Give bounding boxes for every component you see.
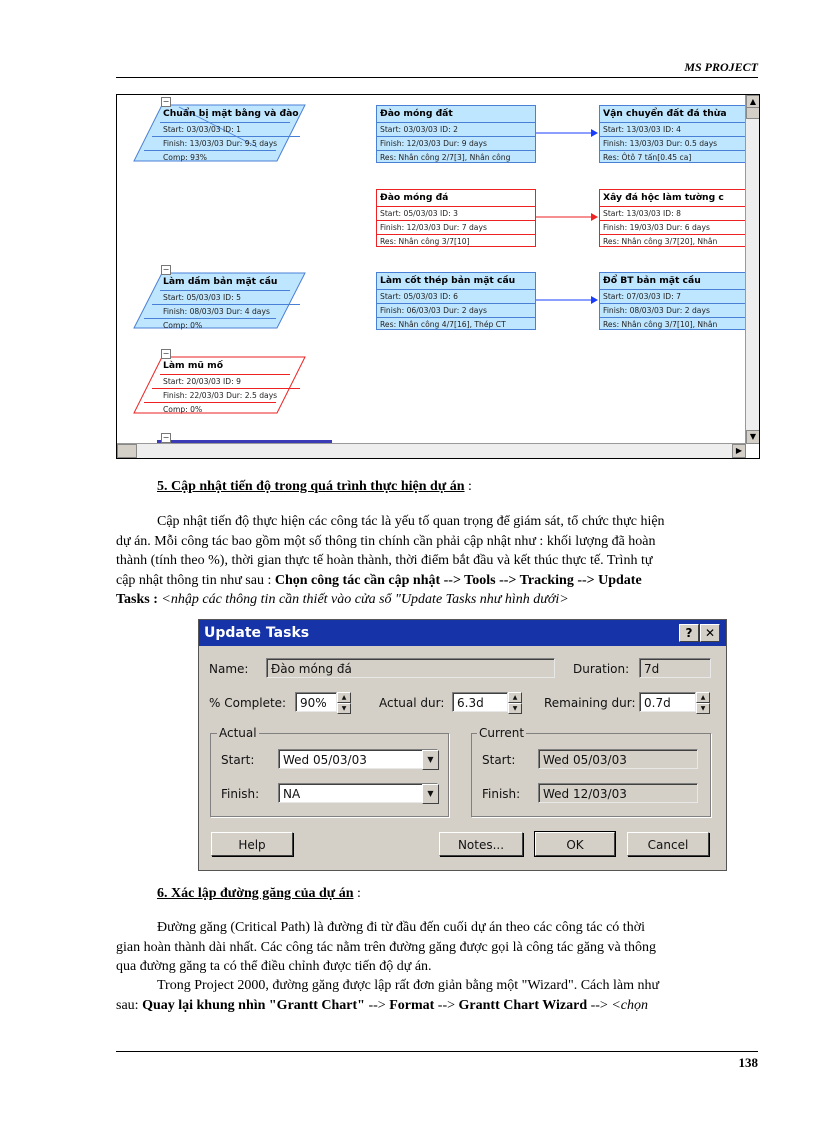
task-node-2[interactable] bbox=[376, 105, 536, 163]
section-6-heading bbox=[157, 886, 361, 902]
task-start: Start: 20/03/03 ID: 9 bbox=[160, 374, 290, 388]
task-node-8[interactable] bbox=[599, 189, 747, 247]
current-finish-label: Finish: bbox=[482, 787, 521, 801]
help-button[interactable]: Help bbox=[211, 832, 293, 856]
heading-colon: : bbox=[464, 479, 472, 494]
scroll-right-icon[interactable]: ▶ bbox=[732, 444, 746, 458]
chevron-down-icon[interactable]: ▼ bbox=[422, 750, 439, 770]
remaining-dur-input[interactable]: 0.7d bbox=[639, 692, 696, 712]
dialog-title: Update Tasks bbox=[204, 625, 310, 641]
scroll-up-icon[interactable]: ▲ bbox=[746, 95, 760, 109]
name-field: Đào móng đá bbox=[266, 658, 555, 678]
collapse-icon[interactable]: − bbox=[162, 349, 170, 358]
task-complete: Comp: 0% bbox=[144, 318, 276, 332]
task-node-5[interactable] bbox=[160, 274, 300, 332]
complete-label: % Complete: bbox=[209, 696, 287, 710]
arrow-2-4 bbox=[591, 129, 598, 137]
menu-path: Tasks : bbox=[116, 592, 162, 607]
header-rule bbox=[116, 77, 758, 78]
text-line: gian hoàn thành dài nhất. Các công tác nằm trên đường găng được gọi là công tác găng và thông bbox=[116, 939, 657, 955]
running-header: MS PROJECT bbox=[684, 60, 758, 74]
instruction-note: <chọn bbox=[611, 997, 649, 1013]
task-title: Làm dầm bản mặt cầu bbox=[163, 276, 278, 287]
remaining-dur-label: Remaining dur: bbox=[544, 696, 636, 710]
task-title: Làm cốt thép bản mặt cầu bbox=[380, 275, 516, 286]
task-complete: Comp: 0% bbox=[144, 402, 276, 416]
task-start: Start: 07/03/03 ID: 7 bbox=[600, 289, 747, 303]
current-group bbox=[471, 733, 711, 817]
text-line: Đường găng (Critical Path) là đường đi từ đầu đến cuối dự án theo các công tác có thời bbox=[157, 920, 645, 935]
task-title: Đổ BT bản mặt cầu bbox=[603, 275, 701, 286]
section-5-title: 5. Cập nhật tiến độ trong quá trình thực hiện dự án bbox=[157, 479, 465, 494]
task-resources: Res: Nhân công 3/7[20], Nhân bbox=[600, 234, 747, 248]
actual-finish-label: Finish: bbox=[221, 787, 260, 801]
actual-finish-select[interactable]: NA bbox=[278, 783, 438, 803]
text-line: dự án. Mỗi công tác bao gồm một số thông tin chính cần phải cập nhật như : khối lượng đã hoàn bbox=[116, 533, 656, 549]
task-start: Start: 03/03/03 ID: 2 bbox=[377, 122, 535, 136]
task-title: Làm mũ mố bbox=[163, 360, 224, 371]
footer-rule bbox=[116, 1051, 758, 1052]
task-finish: Finish: 19/03/03 Dur: 6 days bbox=[600, 220, 747, 234]
section-6-paragraph-2 bbox=[116, 976, 758, 1015]
task-finish: Finish: 12/03/03 Dur: 9 days bbox=[377, 136, 535, 150]
menu-path: Format bbox=[389, 997, 435, 1013]
vertical-scrollbar[interactable] bbox=[745, 95, 759, 444]
task-start: Start: 05/03/03 ID: 3 bbox=[377, 206, 535, 220]
arrow-3-8 bbox=[591, 213, 598, 221]
chevron-down-icon[interactable]: ▼ bbox=[422, 784, 439, 804]
text-line: sau: bbox=[116, 997, 143, 1013]
remaining-dur-stepper[interactable]: ▲ ▼ bbox=[696, 692, 710, 712]
text-line: thành (tính theo %), thời gian thực tế hoàn thành, thời điểm bắt đầu và kết thúc thực tế. Trình tự bbox=[116, 553, 653, 568]
actual-start-select[interactable]: Wed 05/03/03 bbox=[278, 749, 438, 769]
task-node-4[interactable] bbox=[599, 105, 747, 163]
close-icon[interactable]: ✕ bbox=[700, 624, 720, 642]
help-icon[interactable]: ? bbox=[679, 624, 699, 642]
menu-path: Quay lại khung nhìn "Grantt Chart" bbox=[142, 997, 365, 1013]
task-title: Đào móng đất bbox=[380, 108, 453, 119]
task-finish: Finish: 22/03/03 Dur: 2.5 days bbox=[152, 388, 300, 402]
scroll-down-icon[interactable]: ▼ bbox=[746, 430, 760, 444]
heading-colon: : bbox=[353, 886, 361, 901]
actual-dur-stepper[interactable]: ▲ ▼ bbox=[508, 692, 522, 712]
current-finish-field: Wed 12/03/03 bbox=[538, 783, 698, 803]
complete-stepper[interactable]: ▲ ▼ bbox=[337, 692, 351, 712]
collapse-icon[interactable]: − bbox=[162, 97, 170, 106]
task-title: Vận chuyển đất đá thừa bbox=[603, 108, 727, 119]
task-resources: Res: Ôtô 7 tấn[0.45 ca] bbox=[600, 150, 747, 164]
arrow-6-7 bbox=[591, 296, 598, 304]
menu-path: Grantt Chart Wizard bbox=[458, 997, 588, 1013]
text-line: qua đường găng ta có thể điều chỉnh được tiến độ dự án. bbox=[116, 959, 432, 974]
task-finish: Finish: 13/03/03 Dur: 9.5 days bbox=[152, 136, 300, 150]
task-finish: Finish: 12/03/03 Dur: 7 days bbox=[377, 220, 535, 234]
update-tasks-dialog[interactable] bbox=[198, 619, 727, 871]
actual-dur-input[interactable]: 6.3d bbox=[452, 692, 508, 712]
duration-field: 7d bbox=[639, 658, 711, 678]
scroll-thumb[interactable] bbox=[117, 444, 137, 458]
current-group-label: Current bbox=[479, 726, 525, 740]
actual-group bbox=[210, 733, 449, 817]
task-complete: Comp: 93% bbox=[144, 150, 276, 164]
task-start: Start: 13/03/03 ID: 4 bbox=[600, 122, 747, 136]
current-start-label: Start: bbox=[482, 753, 516, 767]
scroll-thumb[interactable] bbox=[746, 107, 760, 119]
page-number: 138 bbox=[738, 1055, 758, 1070]
task-resources: Res: Nhân công 3/7[10], Nhân bbox=[600, 317, 747, 331]
task-start: Start: 03/03/03 ID: 1 bbox=[160, 122, 290, 136]
text-line: --> bbox=[434, 997, 459, 1013]
section-5-heading bbox=[157, 479, 472, 495]
task-finish: Finish: 08/03/03 Dur: 2 days bbox=[600, 303, 747, 317]
task-resources: Res: Nhân công 2/7[3], Nhân công bbox=[377, 150, 535, 164]
text-line: --> bbox=[364, 997, 390, 1013]
collapse-icon[interactable]: − bbox=[162, 265, 170, 274]
actual-dur-label: Actual dur: bbox=[379, 696, 445, 710]
task-start: Start: 05/03/03 ID: 5 bbox=[160, 290, 290, 304]
actual-start-label: Start: bbox=[221, 753, 255, 767]
network-diagram[interactable] bbox=[116, 94, 760, 459]
actual-group-label: Actual bbox=[219, 726, 257, 740]
task-finish: Finish: 06/03/03 Dur: 2 days bbox=[377, 303, 535, 317]
task-node-9[interactable] bbox=[160, 358, 300, 416]
task-node-6[interactable] bbox=[376, 272, 536, 330]
task-node-1[interactable] bbox=[160, 106, 300, 164]
collapse-icon[interactable]: − bbox=[162, 433, 170, 442]
text-line: Cập nhật tiến độ thực hiện các công tác là yếu tố quan trọng để giám sát, tổ chức thực hiện bbox=[157, 514, 665, 529]
text-line: cập nhật thông tin như sau : bbox=[116, 572, 275, 588]
instruction-note: <nhập các thông tin cần thiết vào cửa sổ "Update Tasks như hình dưới> bbox=[161, 592, 569, 607]
dialog-title-bar[interactable] bbox=[199, 620, 726, 646]
task-node-7[interactable] bbox=[599, 272, 747, 330]
section-6-title: 6. Xác lập đường găng của dự án bbox=[157, 886, 354, 901]
text-line: Trong Project 2000, đường găng được lập rất đơn giản bằng một "Wizard". Cách làm như bbox=[157, 978, 660, 993]
cancel-button[interactable]: Cancel bbox=[627, 832, 709, 856]
task-node-3[interactable] bbox=[376, 189, 536, 247]
horizontal-scrollbar[interactable] bbox=[117, 443, 746, 458]
task-title: Đào móng đá bbox=[380, 192, 449, 203]
task-resources: Res: Nhân công 3/7[10] bbox=[377, 234, 535, 248]
task-finish: Finish: 08/03/03 Dur: 4 days bbox=[152, 304, 300, 318]
task-title: Xây đá hộc làm tường c bbox=[603, 192, 724, 203]
text-line: --> bbox=[587, 997, 612, 1013]
section-6-paragraph-1 bbox=[116, 918, 758, 977]
ok-button[interactable]: OK bbox=[535, 832, 615, 856]
task-title: Chuẩn bị mặt bằng và đào bbox=[163, 108, 299, 119]
complete-input[interactable]: 90% bbox=[295, 692, 337, 712]
task-finish: Finish: 13/03/03 Dur: 0.5 days bbox=[600, 136, 747, 150]
task-start: Start: 13/03/03 ID: 8 bbox=[600, 206, 747, 220]
duration-label: Duration: bbox=[573, 662, 630, 676]
current-start-field: Wed 05/03/03 bbox=[538, 749, 698, 769]
section-5-paragraph bbox=[116, 512, 758, 610]
notes-button[interactable]: Notes... bbox=[439, 832, 523, 856]
task-resources: Res: Nhân công 4/7[16], Thép CT bbox=[377, 317, 535, 331]
menu-path: Chọn công tác cần cập nhật --> Tools --> Tracking --> Update bbox=[274, 572, 642, 588]
task-start: Start: 05/03/03 ID: 6 bbox=[377, 289, 535, 303]
name-label: Name: bbox=[209, 662, 249, 676]
